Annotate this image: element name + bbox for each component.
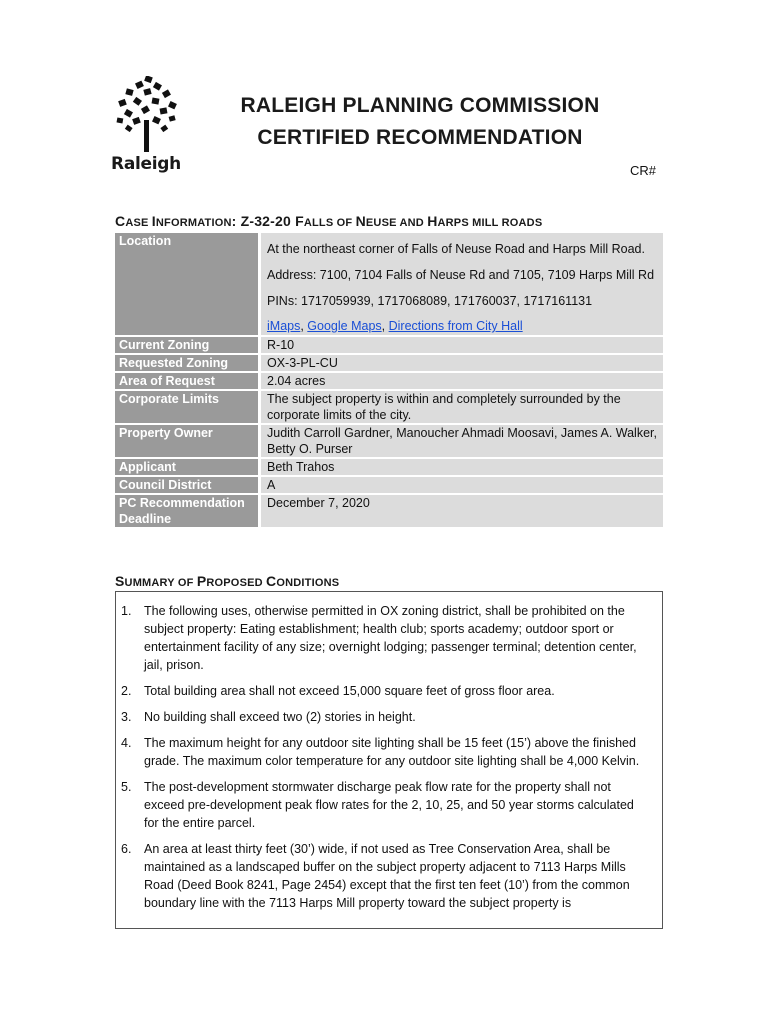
- row-value: December 7, 2020: [261, 495, 663, 527]
- directions-link[interactable]: Directions from City Hall: [388, 319, 523, 333]
- list-item: 1. The following uses, otherwise permitted in OX zoning district, shall be prohibited on the subject property: Eating establishment; health club; sports academy; outdoor sport or entertainment facility of any size; overnight lodging; passenger terminal; detention center, jail, prison.: [121, 604, 637, 672]
- conditions-box: [115, 591, 663, 929]
- address-text: Address: 7100, 7104 Falls of Neuse Rd and 7105, 7109 Harps Mill Rd: [267, 268, 655, 282]
- table-row: [115, 355, 663, 371]
- location-text: At the northeast corner of Falls of Neuse Road and Harps Mill Road.: [267, 242, 645, 256]
- google-maps-link[interactable]: Google Maps: [307, 319, 382, 333]
- row-value: Judith Carroll Gardner, Manoucher Ahmadi Moosavi, James A. Walker, Betty O. Purser: [261, 425, 663, 457]
- table-row: [115, 477, 663, 493]
- list-item: 6. An area at least thirty feet (30’) wide, if not used as Tree Conservation Area, shall be maintained as a landscaped buffer on the subject property adjacent to 7113 Harps Mills Road (Deed Book 8241, Page 2454) except that the first ten feet (10’) from the common boundary line with the 7113 Harps Mill property toward the subject property is: [121, 842, 630, 910]
- row-value: The subject property is within and completely surrounded by the corporate limits of the city.: [261, 391, 663, 423]
- row-label: Corporate Limits: [115, 391, 258, 423]
- table-row: [115, 391, 663, 423]
- document-title-line-2: CERTIFIED RECOMMENDATION: [257, 126, 583, 149]
- row-label: Property Owner: [115, 425, 258, 457]
- row-label: Current Zoning: [115, 337, 258, 353]
- case-information-table: [115, 233, 663, 529]
- summary-heading: SUMMARY OF PROPOSED CONDITIONS: [115, 573, 340, 589]
- list-item: 5. The post-development stormwater discharge peak flow rate for the property shall not exceed pre-development peak flow rates for the 2, 10, 25, and 50 year storms calculated for the entire parcel.: [121, 780, 634, 830]
- row-value: Beth Trahos: [261, 459, 663, 475]
- table-row: [115, 373, 663, 389]
- case-information-heading: CASE INFORMATION: Z-32-20 FALLS OF NEUSE AND HARPS MILL ROADS: [115, 213, 543, 229]
- table-row: [115, 337, 663, 353]
- table-row: [115, 495, 663, 527]
- imaps-link[interactable]: iMaps: [267, 319, 301, 333]
- table-row: [115, 425, 663, 457]
- row-value: 2.04 acres: [261, 373, 663, 389]
- document-title-line-1: RALEIGH PLANNING COMMISSION: [240, 94, 600, 117]
- list-item: 3. No building shall exceed two (2) stories in height.: [121, 710, 416, 724]
- table-row: [115, 459, 663, 475]
- row-value: [261, 233, 663, 335]
- row-value: OX-3-PL-CU: [261, 355, 663, 371]
- row-label: Area of Request: [115, 373, 258, 389]
- row-label: Applicant: [115, 459, 258, 475]
- map-links: iMaps, Google Maps, Directions from City Hall: [267, 319, 523, 333]
- row-label: Requested Zoning: [115, 355, 258, 371]
- row-label: Location: [115, 233, 258, 335]
- pins-text: PINs: 1717059939, 1717068089, 171760037, 1717161131: [267, 294, 593, 308]
- row-label: PC Recommendation Deadline: [115, 495, 258, 527]
- row-value: R-10: [261, 337, 663, 353]
- list-item: 4. The maximum height for any outdoor site lighting shall be 15 feet (15’) above the finished grade. The maximum color temperature for any outdoor site lighting shall be 4,000 Kelvin.: [121, 736, 640, 768]
- row-value: A: [261, 477, 663, 493]
- conditions-list: [116, 592, 662, 912]
- table-row: [115, 233, 663, 335]
- logo-wordmark: Raleigh: [111, 154, 181, 174]
- list-item: 2. Total building area shall not exceed 15,000 square feet of gross floor area.: [121, 684, 555, 698]
- cr-number-label: CR#: [629, 163, 656, 178]
- row-label: Council District: [115, 477, 258, 493]
